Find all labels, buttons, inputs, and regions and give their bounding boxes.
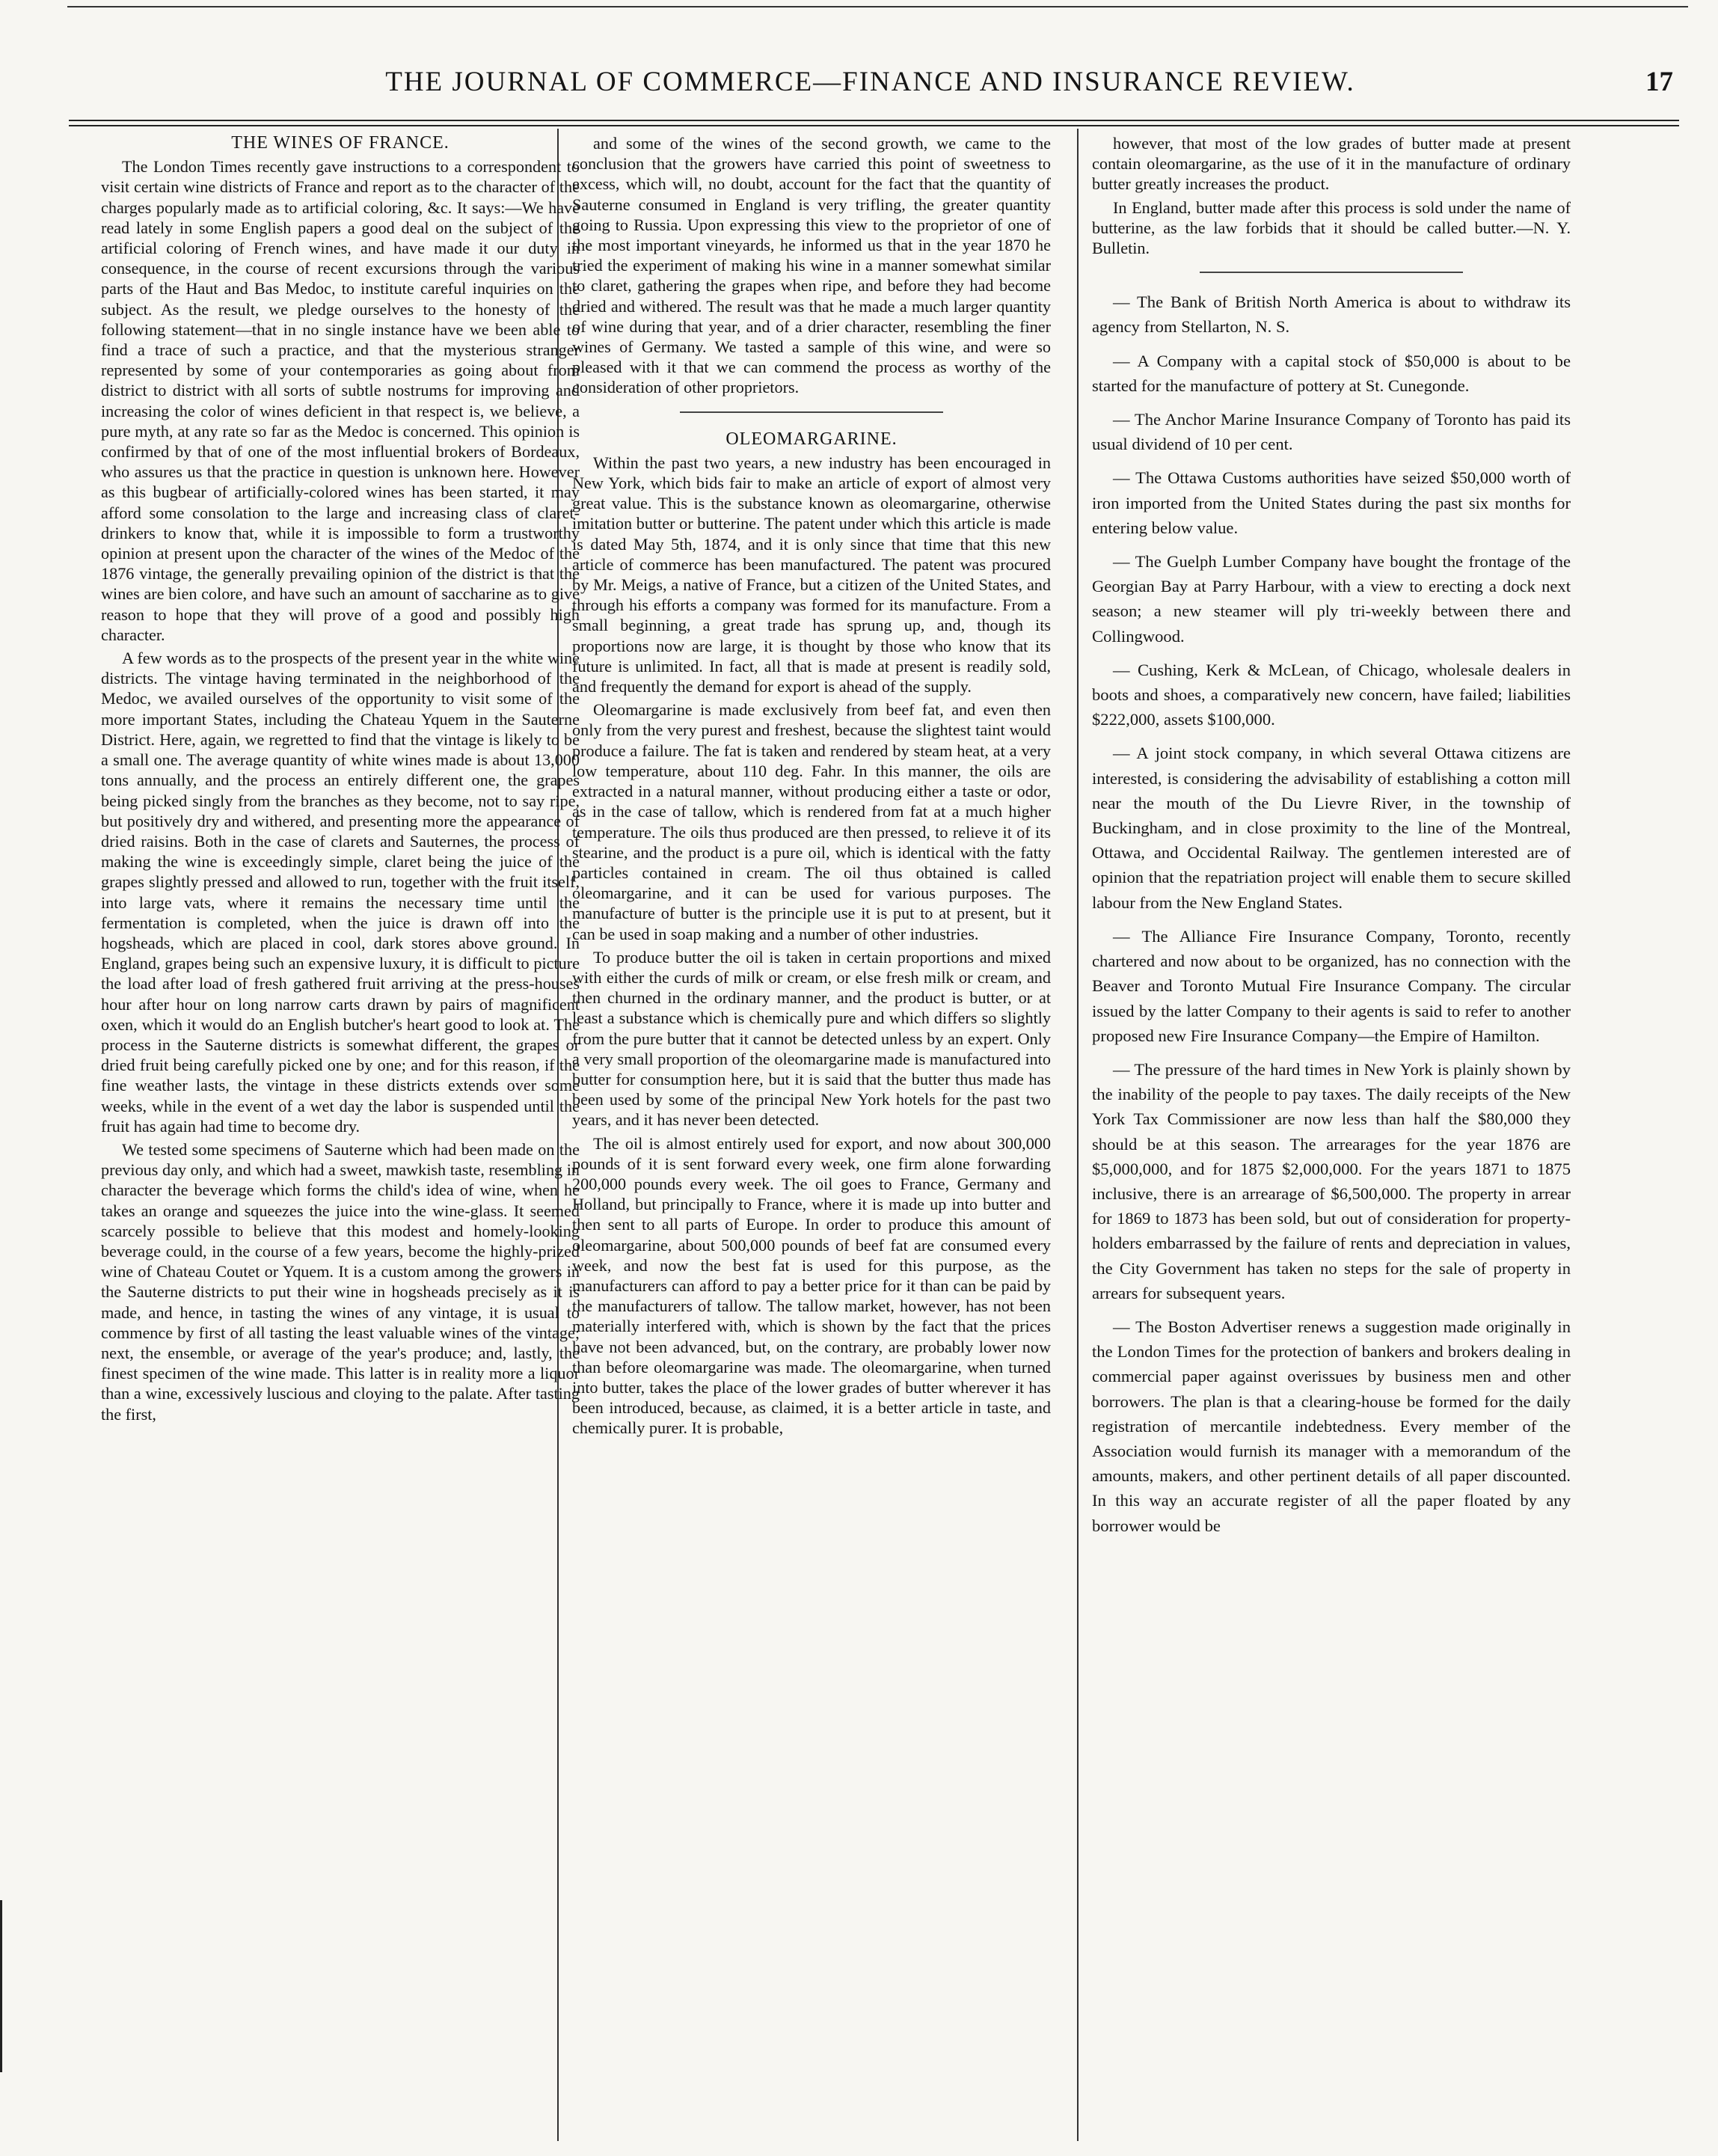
article-paragraph: A few words as to the prospects of the present year in the white wine districts. The vintage having terminated in the neighborhood of the Medoc, we availed ourselves of the opportunity to visit some of the more important States, including the Chateau Yquem in the Sauterne District. Here, again, we regretted to find that the vintage is likely to be a small one. The average quantity of white wines made is about 13,000 tons annually, and the process an entirely different one, the grapes being picked singly from the branches as they become, not to say ripe, but positively dry and withered, and presenting more the appearance of dried raisins. Both in the case of clarets and Sauternes, the process of making the wine is exceedingly simple, claret being the juice of the grapes slightly pressed and allowed to run, together with the fruit itself, into large vats, where it remains the necessary time until the fermentation is completed, when the juice is drawn off into the hogsheads, which are placed in cool, dark stores above ground. In England, grapes being such an expensive luxury, it is difficult to picture the load after load of fresh gathered fruit arriving at the press-houses hour after hour on long narrow carts drawn by pairs of magnificent oxen, which it would do an English butcher's heart good to look at. The process in the Sauterne districts is somewhat different, the grapes or dried fruit being carefully picked one by one; and for this reason, if the fine weather lasts, the vintage in these districts extends over some weeks, while in the event of a wet day the labor is suspended until the fruit has again had time to become dry.	[101, 649, 580, 1136]
article-title-wines: THE WINES OF FRANCE.	[231, 133, 450, 153]
news-note: — The Boston Advertiser renews a suggestion made originally in the London Times for the protection of bankers and brokers dealing in commercial paper against overissues by business men and other borrowers. The plan is that a clearing-house be formed for the daily registration of mercantile indebtedness. Every member of the Association would furnish its manager with a memorandum of the amounts, makers, and other pertinent details of all paper discounted. In this way an accurate register of all the paper floated by any borrower would be	[1092, 1317, 1571, 1535]
article-paragraph: Oleomargarine is made exclusively from beef fat, and even then only from the very purest and freshest, because the slightest taint would produce a failure. The fat is taken and rendered by steam heat, at a very low temperature, about 110 deg. Fahr. In this manner, the oils are extracted in a natural manner, without producing either a taste or odor, as in the case of tallow, which is rendered from fat at a much higher temperature. The oils thus produced are then pressed, to relieve it of its stearine, and the product is a pure oil, which is identical with the fatty particles contained in cream. The oil thus obtained is called oleomargarine, and it can be used for various purposes. The manufacture of butter is the principle use it is put to at present, but it can be used in soap making and a number of other industries.	[572, 700, 1051, 943]
article-paragraph: Within the past two years, a new industry has been encouraged in New York, which bids fair to make an article of export of almost very great value. This is the substance known as oleomargarine, otherwise imitation butter or butterine. The patent under which this article is made is dated May 5th, 1874, and it is only since that time that this new article of commerce has been manufactured. The patent was procured by Mr. Meigs, a native of France, but a citizen of the United States, and through his efforts a company was formed for its manufacture. From a small beginning, a great trade has sprung up, and, though its proportions now are large, it is thought by those who know that its future is unlimited. In fact, all that is made at present is readily sold, and frequently the demand for export is ahead of the supply.	[572, 453, 1051, 696]
news-note: — The Anchor Marine Insurance Company of Toronto has paid its usual dividend of 10 per cent.	[1092, 410, 1571, 454]
article-paragraph: In England, butter made after this process is sold under the name of butterine, as the law forbids that it should be called butter.—N. Y. Bulletin.	[1092, 197, 1571, 258]
article-paragraph: however, that most of the low grades of butter made at present contain oleomargarine, as the use of it in the manufacture of ordinary butter greatly increases the product.	[1092, 134, 1571, 194]
page-number: 17	[1645, 67, 1673, 97]
article-paragraph: and some of the wines of the second growth, we came to the conclusion that the growers have carried this point of sweetness to excess, which will, no doubt, account for the fact that the quantity of Sauterne consumed in England is very trifling, the greater quantity going to Russia. Upon expressing this view to the proprietor of one of the most important vineyards, he informed us that in the year 1870 he tried the experiment of making his wine in a manner somewhat similar to claret, gathering the grapes when ripe, and before they had become dried and withered. The result was that he made a much larger quantity of wine during that year, and of a drier character, resembling the finer wines of Germany. We tasted a sample of this wine, and were so pleased with it that we can commend the process as worthy of the consideration of other proprietors.	[572, 134, 1051, 397]
scan-edge-mark	[0, 1900, 2, 2072]
page-header	[67, 66, 1673, 108]
news-notes	[1092, 290, 1571, 1538]
article-title-oleomargarine: OLEOMARGARINE.	[725, 429, 898, 449]
news-note: — A joint stock company, in which several Ottawa citizens are interested, is considering the advisability of establishing a cotton mill near the mouth of the Du Lievre River, in the township of Buckingham, and in close proximity to the line of the Montreal, Ottawa, and Occidental Railway. The gentlemen interested are of opinion that the repatriation project will enable them to secure skilled labour from the New England States.	[1092, 744, 1571, 912]
article-columns	[86, 133, 1604, 2138]
column-2	[572, 133, 1051, 2138]
section-separator	[1200, 272, 1463, 273]
article-paragraph: We tested some specimens of Sauterne which had been made on the previous day only, and which had a sweet, mawkish taste, resembling in character the beverage which forms the child's idea of wine, when he takes an orange and squeezes the juice into the wine-glass. It seemed scarcely possible to believe that this modest and homely-looking beverage could, in the course of a few years, become the highly-prized wine of Chateau Coutet or Yquem. It is a custom among the growers in the Sauterne districts to put their wine in hogsheads precisely as it is made, and hence, in tasting the wines of any vintage, it is usual to commence by first of all tasting the least valuable wines of the vintage; next, the ensemble, or average of the year's produce; and, lastly, the finest specimen of the wine made. This latter is in reality more a liquor than a wine, excessively luscious and cloying to the palate. After tasting the first,	[101, 1139, 580, 1424]
column-3	[1092, 133, 1571, 2138]
news-note: — The Ottawa Customs authorities have seized $50,000 worth of iron imported from the United States during the past six months for entering below value.	[1092, 468, 1571, 537]
news-note: — The Bank of British North America is about to withdraw its agency from Stellarton, N. S.	[1092, 293, 1571, 337]
news-note: — A Company with a capital stock of $50,000 is about to be started for the manufacture of pottery at St. Cunegonde.	[1092, 351, 1571, 395]
news-note: — Cushing, Kerk & McLean, of Chicago, wholesale dealers in boots and shoes, a comparatively new concern, have failed; liabilities $222,000, assets $100,000.	[1092, 660, 1571, 729]
top-border-rule	[67, 6, 1688, 7]
news-note: — The pressure of the hard times in New York is plainly shown by the inability of the people to pay taxes. The daily receipts of the New York Tax Commissioner are now less than half the $80,000 they should be at this season. The arrearages for the year 1876 are $5,000,000, and for 1875 $2,000,000. For the years 1871 to 1875 inclusive, there is an arrearage of $6,500,000. The property in arrear for 1869 to 1873 has been sold, but out of consideration for property-holders embarrassed by the failure of rents and depreciation in values, the City Government has taken no steps for the sale of property in arrears for subsequent years.	[1092, 1059, 1571, 1302]
section-separator	[680, 411, 943, 413]
article-paragraph: The oil is almost entirely used for export, and now about 300,000 pounds of it is sent forward every week, one firm alone forwarding 200,000 pounds every week. The oil goes to France, Germany and Holland, but principally to France, where it is made up into butter and then sent to all parts of Europe. In order to produce this amount of oleomargarine, about 500,000 pounds of beef fat are consumed every week, and now the best fat is used for this purpose, as the manufacturers can afford to pay a better price for it than can be paid by the manufacturers of tallow. The tallow market, however, has not been materially interfered with, which is shown by the fact that the prices have not been advanced, but, on the contrary, are probably lower now than before oleomargarine was made. The oleomargarine, when turned into butter, takes the place of the lower grades of butter wherever it has been introduced, because, as claimed, it is a better article in taste, and chemically purer. It is probable,	[572, 1133, 1051, 1438]
article-paragraph: To produce butter the oil is taken in certain proportions and mixed with either the curds of milk or cream, or else fresh milk or cream, and then churned in the ordinary manner, and the product is butter, or at least a substance which is chemically pure and which differs so slightly from the pure butter that it cannot be detected unless by an expert. Only a very small proportion of the oleomargarine made is manufactured into butter for consumption here, but it is said that the butter thus made has been used by some of the principal New York hotels for the past two years, and it has never been detected.	[572, 947, 1051, 1130]
news-note: — The Guelph Lumber Company have bought the frontage of the Georgian Bay at Parry Harbour, with a view to erecting a dock next season; a new steamer will ply tri-weekly between there and Collingwood.	[1092, 552, 1571, 646]
header-double-rule	[69, 120, 1679, 126]
article-paragraph: The London Times recently gave instructions to a correspondent to visit certain wine districts of France and report as to the character of the charges popularly made as to artificial coloring, &c. It says:—We have read lately in some English papers a good deal on the subject of the artificial coloring of French wines, and have made it our duty in consequence, in the course of recent excursions through the various parts of the Haut and Bas Medoc, to institute careful inquiries on the subject. As the result, we pledge ourselves to the honesty of the following statement—that in no single instance have we been able to find a trace of such a practice, and that the mysterious stranger represented by some of your contemporaries as going about from district to district with all sorts of subtle nostrums for improving and increasing the color of wines deficient in that respect is, we believe, a pure myth, at any rate so far as the Medoc is concerned. This opinion is confirmed by that of one of the most influential brokers of Bordeaux, who assures us that the practice in question is unknown here. However as this bugbear of artificially-colored wines has been started, it may afford some consolation to the large and increasing class of claret-drinkers to know that, while it is impossible to form a trustworthy opinion at present upon the character of the wines of the Medoc of the 1876 vintage, the generally prevailing opinion of the district is that the wines are bien colore, and have such an amount of saccharine as to give reason to hope that they will prove of a good and possibly high character.	[101, 157, 580, 644]
running-head: THE JOURNAL OF COMMERCE—FINANCE AND INSURANCE REVIEW.	[385, 67, 1355, 97]
news-note: — The Alliance Fire Insurance Company, Toronto, recently chartered and now about to be organized, has no connection with the Beaver and Toronto Mutual Fire Insurance Company. The circular issued by the latter Company to their agents is said to refer to another proposed new Fire Insurance Company—the Empire of Hamilton.	[1092, 926, 1571, 1045]
column-1	[101, 133, 580, 2138]
